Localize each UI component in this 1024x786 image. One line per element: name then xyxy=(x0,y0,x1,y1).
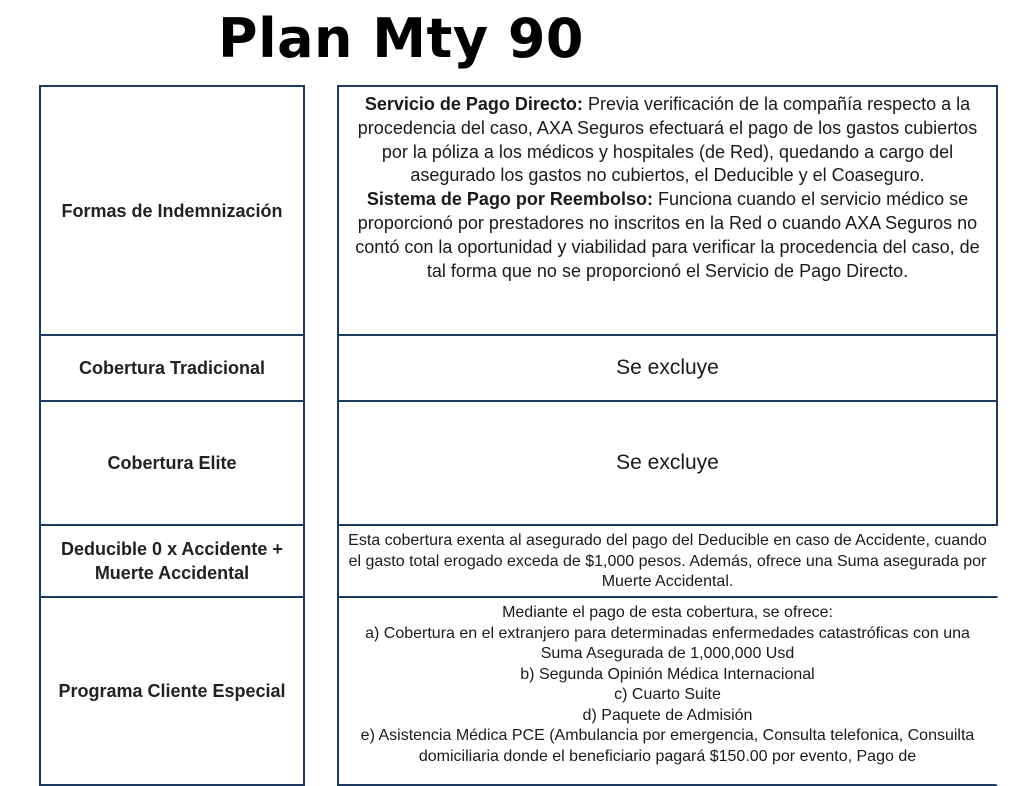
list-item: Mediante el pago de esta cobertura, se ofrece: xyxy=(502,604,833,621)
list-item: b) Segunda Opinión Médica Internacional xyxy=(520,665,815,683)
list-item: d) Paquete de Admisión xyxy=(582,706,753,724)
label-cell-formas-indemnizacion xyxy=(39,85,305,336)
row-label: Cobertura Elite xyxy=(107,453,237,473)
reimbursement-description: Funciona cuando el servicio médico se proporcionó por prestadores no inscritos en la Red o cuando AXA Seguros no contó con la oportunidad y viabilidad para verificar la procedencia del caso, de tal forma que no se proporcionó el Servicio de Pago Directo. xyxy=(355,189,980,281)
value-cell-deducible-accidente xyxy=(337,524,998,598)
row-label: Cobertura Tradicional xyxy=(78,358,266,378)
reimbursement-term: Sistema de Pago por Reembolso: xyxy=(366,189,653,210)
program-benefits-list xyxy=(339,603,996,767)
row-label: Formas de Indemnización xyxy=(61,200,283,221)
value-cell-cobertura-tradicional xyxy=(337,334,998,402)
list-item: c) Cuarto Suite xyxy=(614,686,721,703)
cell-value: Se excluye xyxy=(616,451,719,474)
label-cell-cobertura-elite xyxy=(39,400,305,526)
row-label: Programa Cliente Especial xyxy=(58,681,286,701)
value-cell-programa-cliente-especial xyxy=(337,596,998,786)
page-title: Plan Mty 90 xyxy=(218,7,584,70)
value-cell-cobertura-elite xyxy=(337,400,998,526)
row-label: Deducible 0 x Accidente + Muerte Accidental xyxy=(61,539,283,583)
label-cell-deducible-accidente xyxy=(39,524,305,598)
direct-payment-term: Servicio de Pago Directo: xyxy=(364,94,583,114)
direct-payment-paragraph xyxy=(347,93,988,188)
value-cell-formas-indemnizacion xyxy=(337,85,998,336)
cell-value: Esta cobertura exenta al asegurado del pago del Deducible en caso de Accidente, cuando el gasto total erogado exceda de $1,000 pesos. Además, ofrece una Suma asegurada por Muerte Accidental. xyxy=(348,532,987,590)
list-item: a) Cobertura en el extranjero para determinadas enfermedades catastróficas con una Suma Asegurada de 1,000,000 Usd xyxy=(365,624,970,662)
payment-methods-text xyxy=(339,93,996,283)
cell-value: Se excluye xyxy=(616,356,719,379)
list-item: e) Asistencia Médica PCE (Ambulancia por emergencia, Consulta telefonica, Consuilta domiciliaria donde el beneficiario pagará $150.00 por evento, Pago de xyxy=(360,727,975,765)
label-cell-cobertura-tradicional xyxy=(39,334,305,402)
reimbursement-paragraph xyxy=(347,188,988,283)
label-cell-programa-cliente-especial xyxy=(39,596,305,786)
direct-payment-description: Previa verificación de la compañía respecto a la procedencia del caso, AXA Seguros efectuará el pago de los gastos cubiertos por la póliza a los médicos y hospitales (de Red), quedando a cargo del asegurado los gastos no cubiertos, el Deducible y el Coaseguro. xyxy=(357,94,978,186)
